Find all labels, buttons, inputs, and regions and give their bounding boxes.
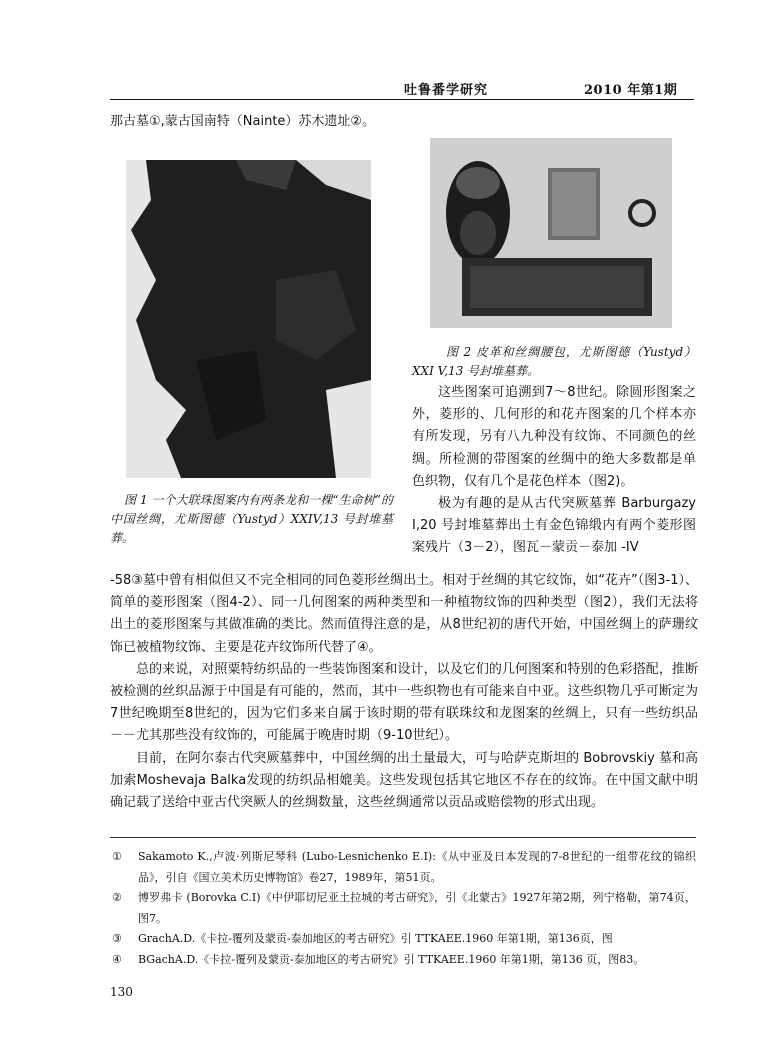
figure-2-caption: 图 2 皮革和丝绸腰包，尤斯图德（Yustyd）XXI V,13 号封堆墓葬。 (412, 345, 696, 378)
footnote-mark: ② (112, 891, 122, 905)
footnote-text: BGachA.D.《卡拉-覆列及蒙贡-泰加地区的考古研究》引 TTKAEE.1960 年第1期，第136 页，图83。 (138, 952, 645, 966)
silk-fragment-photo (126, 160, 371, 478)
footnote-text: GrachA.D.《卡拉-覆列及蒙贡-泰加地区的考古研究》引 TTKAEE.1960 年第1期，第136页，图 (138, 932, 613, 946)
right-paragraph-1: 这些图案可追溯到7～8世纪。除圆形图案之外，菱形的、几何形的和花卉图案的几个样本亦有所发现，另有八九种没有纹饰、不同颜色的丝绸。所检测的带图案的丝绸中的绝大多数都是单色织物，仅有几个是花色样本（图2)。 (412, 385, 696, 489)
footnote-mark: ④ (112, 952, 122, 966)
issue-label: 2010 年第1期 (584, 83, 678, 98)
figure-2-image (430, 138, 672, 328)
journal-title: 吐鲁番学研究 (404, 83, 489, 98)
footnote-4 (112, 950, 696, 971)
footnote-text: 博罗弗卡 (Borovka C.I)《中伊耶切尼亚土拉城的考古研究》，引《北蒙古》1927年第2期，列宁格勒，第74页，图7。 (138, 891, 696, 925)
right-column-text (412, 382, 696, 560)
footnote-3 (112, 929, 696, 950)
footnote-1 (112, 847, 696, 888)
right-paragraph-2: 极为有趣的是从古代突厥墓葬 Barburgazy I,20 号封堆墓葬出土有金色锦缎内有两个菱形图案残片（3－2），图瓦－蒙贡－泰加 -IV (412, 496, 696, 556)
footnote-2 (112, 888, 696, 929)
continuation-line: 那古墓①,蒙古国南特（Nainte）苏木遗址②。 (110, 114, 376, 129)
belt-pouch-photo (430, 138, 672, 328)
figure-1-image (126, 160, 371, 478)
footnote-rule (110, 837, 696, 838)
header-rule (110, 99, 694, 100)
footnote-text: Sakamoto K.,卢波·列斯尼琴科 (Lubo-Lesnichenko E.I):《从中亚及日本发现的7-8世纪的一组带花纹的锦织品》，引自《国立美术历史博物馆》卷27，1989年，第51页。 (138, 850, 696, 884)
paragraph-current: 目前，在阿尔泰古代突厥墓葬中，中国丝绸的出土量最大，可与哈萨克斯坦的 Bobrovskiy 墓和高加索Moshevaja Balka发现的纺织品相媲美。这些发现包括其它地区不存在的纹饰。在中国文献中明确记载了送给中亚古代突厥人的丝绸数量，这些丝绸通常以贡品或赔偿物的形式出现。 (110, 750, 698, 811)
full-width-text (110, 570, 698, 814)
footnote-mark: ③ (112, 932, 122, 946)
figure-1-caption: 图 1 一个大联珠图案内有两条龙和一棵“生命树”的中国丝绸，尤斯图德（Yustyd）XXIV,13 号封堆墓葬。 (110, 493, 393, 545)
footnotes (112, 847, 696, 971)
paragraph-summary: 总的来说，对照粟特纺织品的一些装饰图案和设计，以及它们的几何图案和特别的色彩搭配，推断被检测的丝织品源于中国是有可能的，然而，其中一些织物也有可能来自中亚。这些织物几乎可断定为7世纪晚期至8世纪的，因为它们多来自属于该时期的带有联珠纹和龙图案的丝绸上，只有一些纺织品－－尤其那些没有纹饰的，可能属于晚唐时期（9-10世纪）。 (110, 661, 698, 744)
page-number: 130 (110, 985, 133, 999)
paragraph-continued: -58③墓中曾有相似但又不完全相同的同色菱形丝绸出土。相对于丝绸的其它纹饰，如“花卉”（图3-1）、简单的菱形图案（图4-2）、同一几何图案的两种类型和一种植物纹饰的四种类型（图2），我们无法将出土的菱形图案与其做准确的类比。然而值得注意的是，从8世纪初的唐代开始，中国丝绸上的萨珊纹饰已被植物纹饰、主要是花卉纹饰所代替了④。 (110, 573, 698, 655)
footnote-mark: ① (112, 850, 122, 863)
